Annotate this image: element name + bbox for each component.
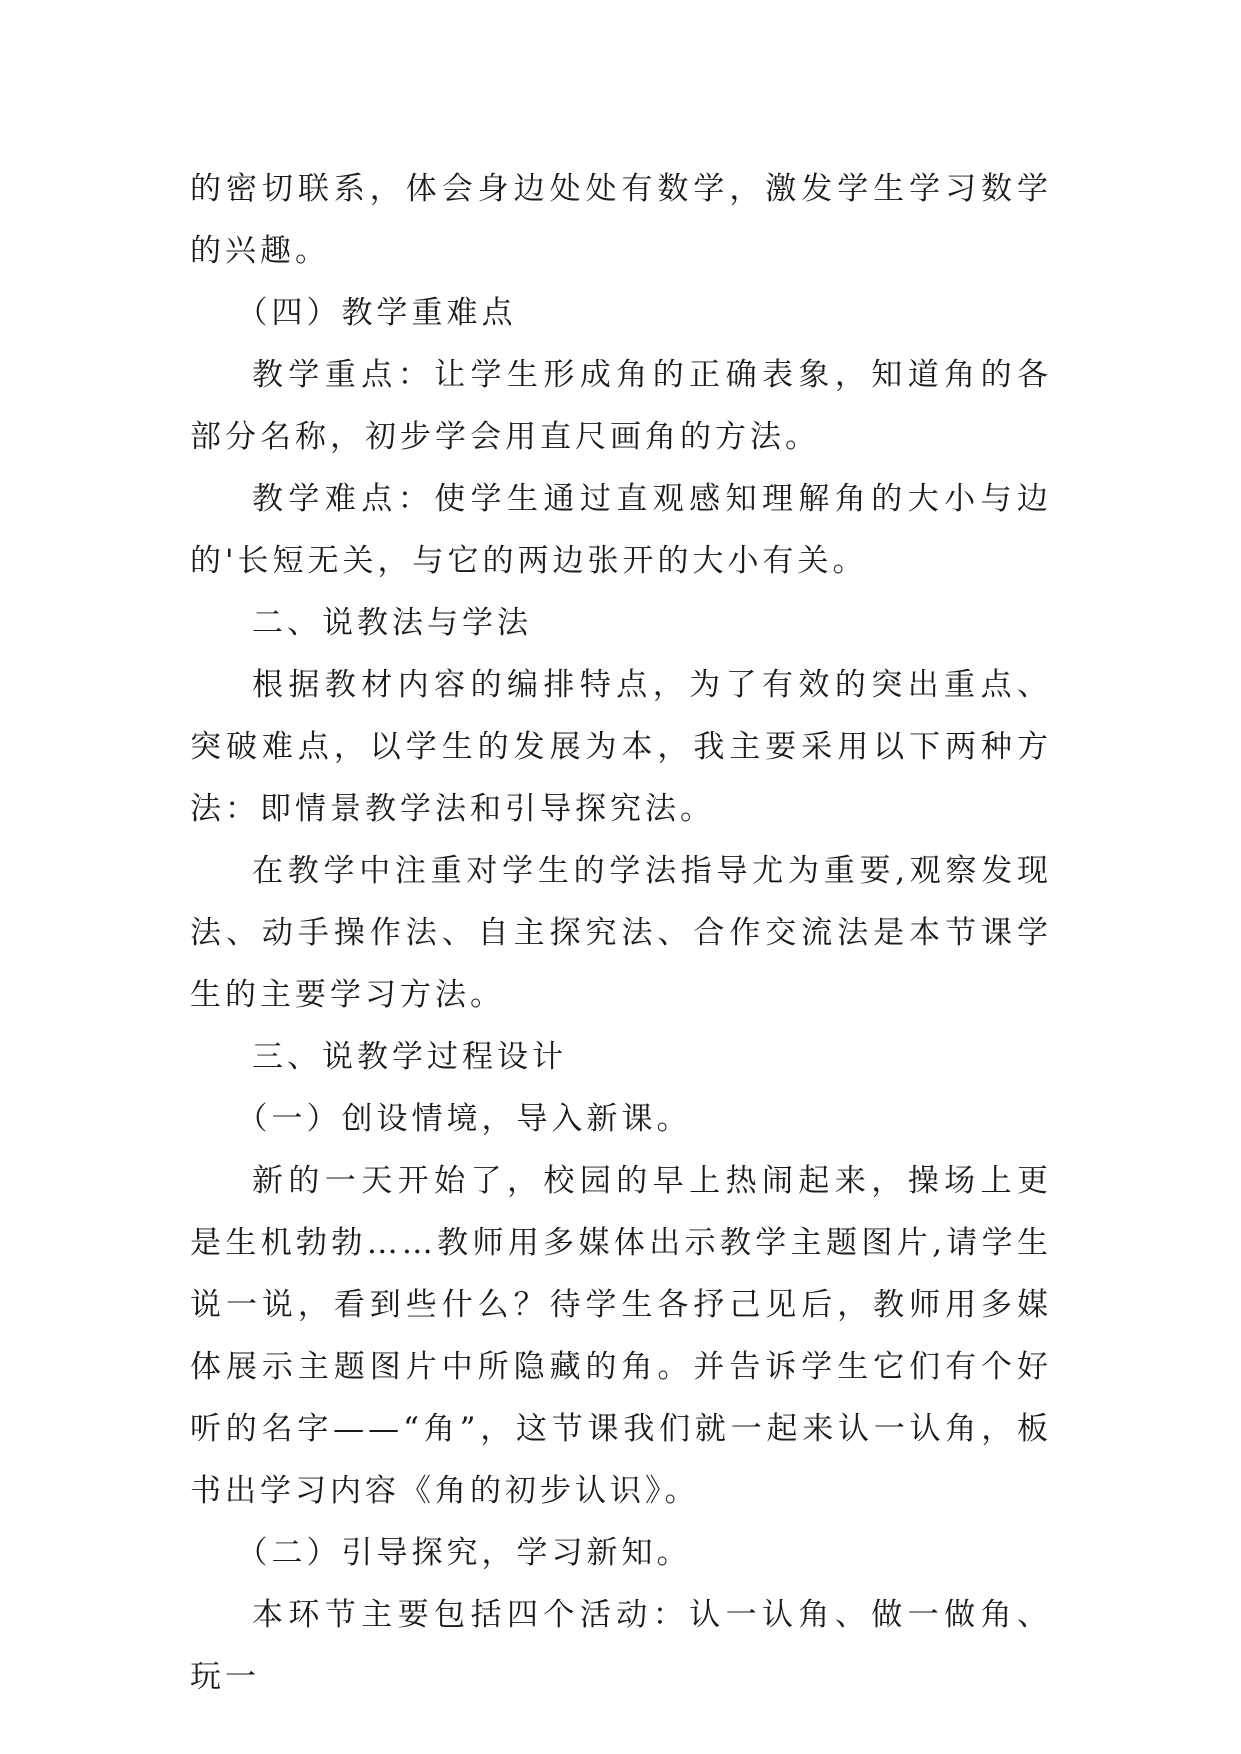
subsection-heading-exploration: （二）引导探究，学习新知。	[236, 1535, 692, 1571]
section-heading-process: 三、说教学过程设计	[252, 1039, 567, 1075]
paragraph-learning-methods: 在教学中注重对学生的学法指导尤为重要,观察发现法、动手操作法、自主探究法、合作交流法是本节课学生的主要学习方法。	[190, 853, 1052, 1013]
paragraph-teaching-focus: 教学重点：让学生形成角的正确表象，知道角的各部分名称，初步学会用直尺画角的方法。	[190, 357, 1052, 455]
paragraph-activities: 本环节主要包括四个活动：认一认角、做一做角、玩一	[190, 1597, 1052, 1695]
paragraph-introduction: 新的一天开始了，校园的早上热闹起来，操场上更是生机勃勃……教师用多媒体出示教学主题图片,请学生说一说，看到些什么？待学生各抒己见后，教师用多媒体展示主题图片中所隐藏的角。并告诉学生它们有个好听的名字——“角”，这节课我们就一起来认一认角，板书出学习内容《角的初步认识》。	[190, 1163, 1052, 1509]
paragraph-continued-intro: 的密切联系，体会身边处处有数学，激发学生学习数学的兴趣。	[190, 171, 1052, 269]
paragraph-teaching-methods: 根据教材内容的编排特点，为了有效的突出重点、突破难点，以学生的发展为本，我主要采用以下两种方法：即情景教学法和引导探究法。	[190, 667, 1052, 827]
section-heading-key-points: （四）教学重难点	[236, 295, 517, 331]
document-body	[190, 158, 1052, 1708]
paragraph-teaching-difficulty: 教学难点：使学生通过直观感知理解角的大小与边的'长短无关，与它的两边张开的大小有关。	[190, 481, 1052, 579]
subsection-heading-introduction: （一）创设情境，导入新课。	[236, 1101, 692, 1137]
section-heading-methods: 二、说教法与学法	[252, 605, 532, 641]
